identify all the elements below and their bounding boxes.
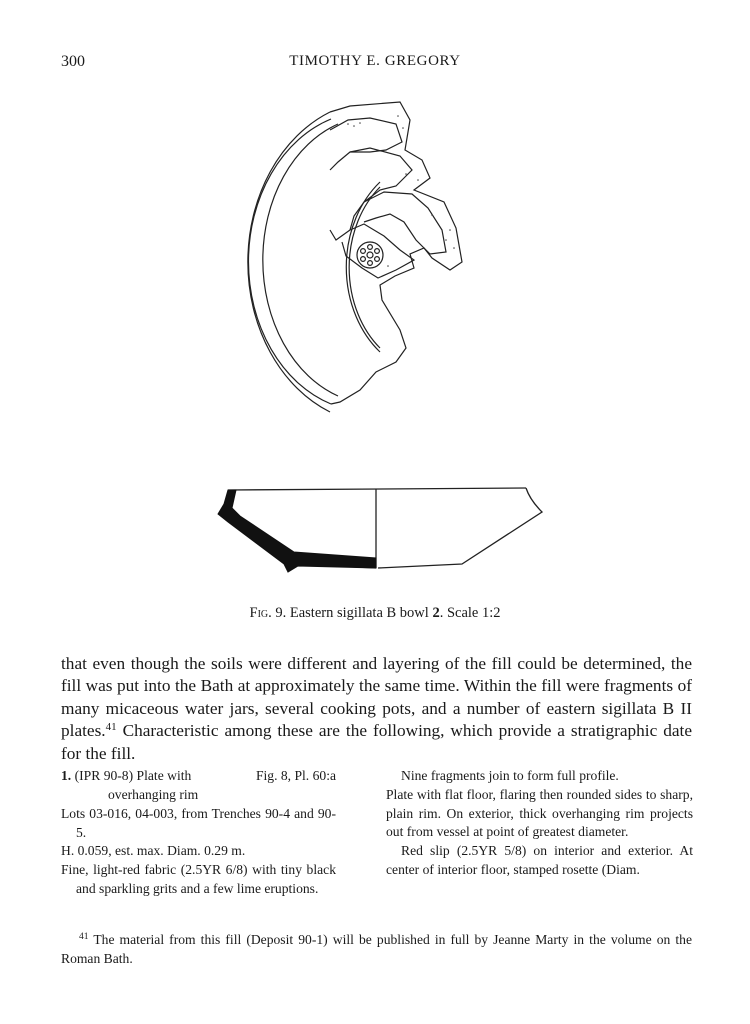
body-text-part2: Characteristic among these are the following, which provide a stratigraphic date for the fill. <box>61 721 692 763</box>
running-head: TIMOTHY E. GREGORY <box>289 53 461 69</box>
footnote-41 <box>61 930 692 968</box>
exterior-wall-outline <box>378 488 542 568</box>
figure-catalog-number: 2 <box>432 605 440 621</box>
rim-inner-arc <box>248 119 331 404</box>
bowl-profile-drawing <box>200 478 550 578</box>
entry-title-1: Plate with <box>136 768 192 783</box>
entry-dimensions: H. 0.059, est. max. Diam. 0.29 m. <box>61 843 246 859</box>
rim-line <box>228 488 526 490</box>
figure-description: Eastern sigillata B bowl <box>289 605 429 621</box>
catalog-entry-left <box>61 767 336 899</box>
figure-label: Fig. 9. <box>249 605 287 621</box>
entry-figure-ref: Fig. 8, Pl. 60:a <box>255 768 336 783</box>
entry-title-2: overhanging rim <box>108 787 199 802</box>
entry-shape: Plate with flat floor, flaring then rounded sides to sharp, plain rim. On exterior, thick overhanging rim projects out from vessel at point of greatest diameter. <box>386 786 693 840</box>
footnote-ref-41[interactable]: 41 <box>105 721 117 734</box>
page-number: 300 <box>61 53 85 70</box>
outer-rim-arc <box>248 112 330 412</box>
entry-id: (IPR 90-8) <box>74 768 134 783</box>
entry-preservation: Nine fragments join to form full profile. <box>401 768 619 783</box>
entry-lots: Lots 03-016, 04-003, from Trenches 90-4 and 90-5. <box>61 805 336 840</box>
figure-caption: Fig. 9. Eastern sigillata B bowl 2. Scale 1:2 <box>249 605 501 621</box>
footnote-number: 41 <box>79 932 89 942</box>
section-profile <box>218 490 376 572</box>
entry-number: 1. <box>61 768 72 783</box>
footnote-text: The material from this fill (Deposit 90-1) will be published in full by Jeanne Marty in the volume on the Roman Bath. <box>61 932 692 966</box>
body-paragraph <box>61 653 692 765</box>
catalog-entry-right <box>386 767 693 880</box>
entry-slip: Red slip (2.5YR 5/8) on interior and exterior. At center of interior floor, stamped rosette (Diam. <box>386 843 693 877</box>
bowl-plan-drawing <box>200 90 480 420</box>
entry-fabric: Fine, light-red fabric (2.5YR 6/8) with tiny black and sparkling grits and a few lime eruptions. <box>61 862 336 896</box>
stamped-rosette <box>357 242 383 268</box>
body-text-part1: that even though the soils were different and layering of the fill could be determined, the fill was put into the Bath at approximately the same time. Within the fill were fragments of many micaceous water jars, several cooking pots, and a number of eastern sigillata B II plates. <box>61 654 692 741</box>
figure-scale: Scale 1:2 <box>446 605 501 621</box>
